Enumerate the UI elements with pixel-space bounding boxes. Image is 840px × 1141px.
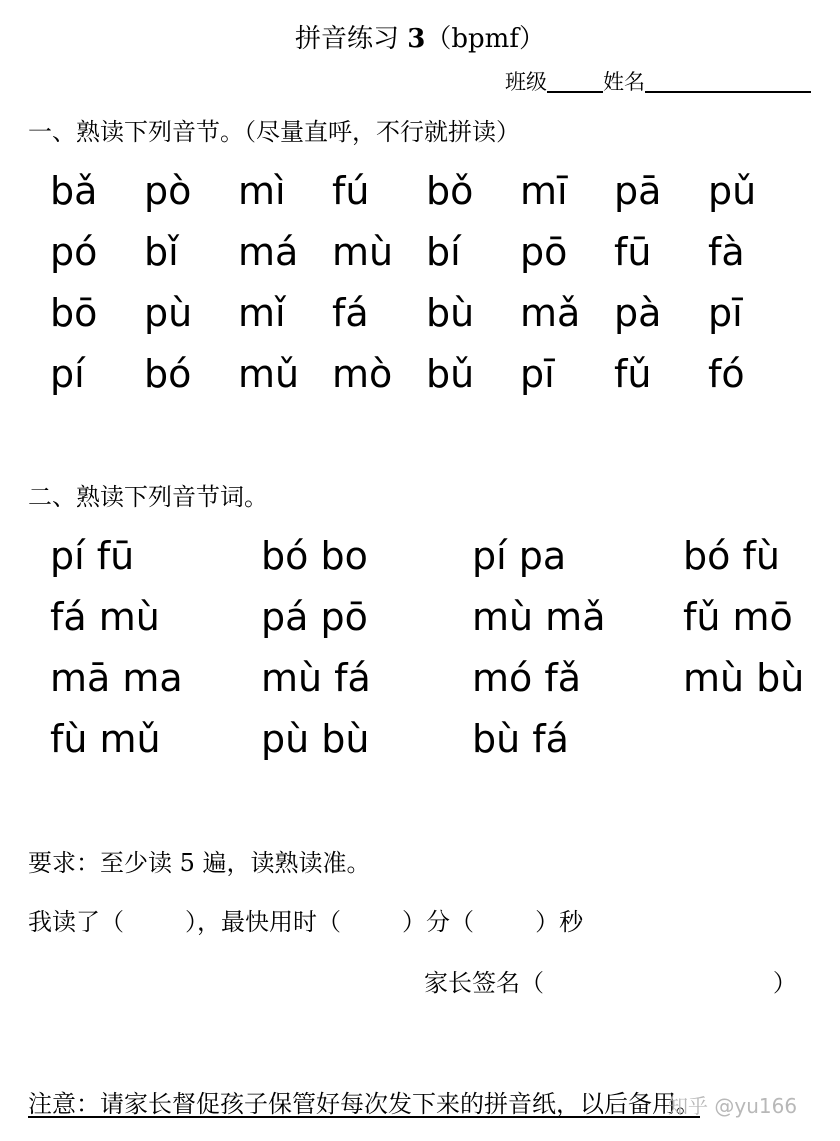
word-item: bó fù xyxy=(683,533,780,578)
name-label: 姓名 xyxy=(603,70,645,94)
syllable-item: pù xyxy=(144,290,193,335)
syllable-grid xyxy=(50,160,802,404)
syllable-item: bō xyxy=(50,290,98,335)
word-item: fǔ mō xyxy=(683,594,793,639)
word-item: pù bù xyxy=(261,716,370,761)
syllable-item: bǒ xyxy=(426,168,474,213)
syllable-item: fà xyxy=(708,229,745,274)
word-item: mó fǎ xyxy=(472,655,582,700)
syllable-item: mǐ xyxy=(238,290,286,335)
class-label: 班级 xyxy=(505,70,547,94)
word-item: mù mǎ xyxy=(472,594,606,639)
word-item: mù fá xyxy=(261,655,371,700)
syllable-item: mǔ xyxy=(238,351,300,396)
word-item: mù bù xyxy=(683,655,805,700)
syllable-item: bó xyxy=(144,351,192,396)
syllable-item: mù xyxy=(332,229,394,274)
word-item: mā ma xyxy=(50,655,183,700)
syllable-item: má xyxy=(238,229,299,274)
page-title xyxy=(0,18,840,55)
note-text: 注意：请家长督促孩子保管好每次发下来的拼音纸，以后备用。 xyxy=(28,1090,700,1118)
syllable-item: pī xyxy=(708,290,743,335)
watermark: 知乎 @yu166 xyxy=(668,1094,798,1118)
section2-heading: 二、熟读下列音节词。 xyxy=(28,483,268,511)
syllable-item: pā xyxy=(614,168,662,213)
syllable-item: bù xyxy=(426,290,475,335)
word-item: fù mǔ xyxy=(50,716,161,761)
syllable-item: bǔ xyxy=(426,351,475,396)
syllable-row xyxy=(50,160,802,221)
title-text: 拼音练习 xyxy=(295,24,400,54)
word-grid xyxy=(50,525,840,769)
word-row xyxy=(50,708,840,769)
syllable-item: mī xyxy=(520,168,568,213)
syllable-item: pí xyxy=(50,351,85,396)
section1-heading: 一、熟读下列音节。（尽量直呼，不行就拼读） xyxy=(28,118,520,146)
syllable-item: pó xyxy=(50,229,98,274)
syllable-item: fū xyxy=(614,229,652,274)
word-item: bù fá xyxy=(472,716,569,761)
syllable-item: fá xyxy=(332,290,369,335)
class-blank[interactable] xyxy=(547,71,603,93)
syllable-row xyxy=(50,221,802,282)
title-suffix: （bpmf） xyxy=(425,24,545,54)
class-name-line xyxy=(505,66,811,96)
syllable-row xyxy=(50,343,802,404)
word-item: pá pō xyxy=(261,594,368,639)
syllable-item: fǔ xyxy=(614,351,652,396)
syllable-item: pò xyxy=(144,168,192,213)
requirement-text: 要求：至少读 5 遍，读熟读准。 xyxy=(28,849,371,877)
title-number: 3 xyxy=(407,24,426,54)
syllable-item: mì xyxy=(238,168,286,213)
syllable-item: fú xyxy=(332,168,370,213)
word-row xyxy=(50,647,840,708)
word-item: fá mù xyxy=(50,594,160,639)
syllable-item: fó xyxy=(708,351,745,396)
word-row xyxy=(50,525,840,586)
syllable-item: pǔ xyxy=(708,168,757,213)
word-item: pí fū xyxy=(50,533,135,578)
word-item: bó bo xyxy=(261,533,368,578)
syllable-item: mǎ xyxy=(520,290,581,335)
name-blank[interactable] xyxy=(645,71,811,93)
syllable-item: pà xyxy=(614,290,662,335)
syllable-item: pō xyxy=(520,229,568,274)
syllable-item: bǎ xyxy=(50,168,98,213)
syllable-row xyxy=(50,282,802,343)
syllable-item: mò xyxy=(332,351,393,396)
syllable-item: bí xyxy=(426,229,461,274)
syllable-item: pī xyxy=(520,351,555,396)
word-item: pí pa xyxy=(472,533,567,578)
syllable-item: bǐ xyxy=(144,229,179,274)
reading-record-line: 我读了（ ），最快用时（ ）分（ ）秒 xyxy=(28,908,584,936)
word-row xyxy=(50,586,840,647)
parent-signature-line: 家长签名（ ） xyxy=(424,969,797,997)
